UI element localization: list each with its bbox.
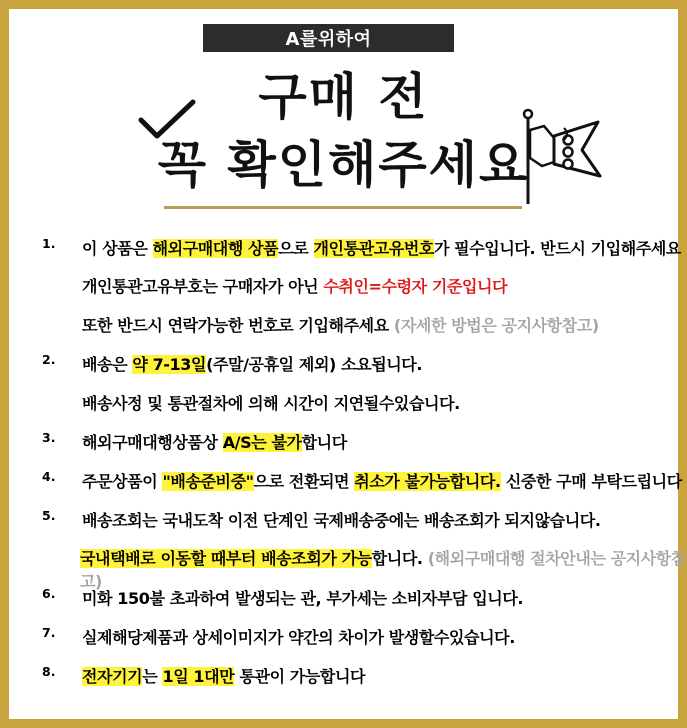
text-segment: 배송사정 및 통관절차에 의해 시간이 지연될수있습니다. xyxy=(82,394,460,413)
text-segment: 이 상품은 xyxy=(82,239,153,258)
item-number: 1. xyxy=(42,236,56,251)
text-segment: 또한 반드시 연락가능한 번호로 기입해주세요 xyxy=(82,316,394,335)
highlighted-text: "배송준비중" xyxy=(162,472,254,491)
notice-line xyxy=(82,469,682,492)
red-emphasis-text: 수취인=수령자 기준입니다 xyxy=(323,277,508,296)
text-segment: 통관이 가능합니다 xyxy=(234,667,366,686)
notice-line xyxy=(82,352,422,375)
gray-note-text: (자세한 방법은 공지사항참고) xyxy=(393,316,599,335)
text-segment: 합니다. xyxy=(371,549,428,568)
text-segment: 배송조회는 국내도착 이전 단계인 국제배송중에는 배송조회가 되지않습니다. xyxy=(82,511,601,530)
text-segment: 실제해당제품과 상세이미지가 약간의 차이가 발생할수있습니다. xyxy=(82,628,515,647)
item-number: 3. xyxy=(42,430,56,445)
highlighted-text: 취소가 불가능합니다. xyxy=(354,472,501,491)
shop-label: A를위하여 xyxy=(203,24,454,52)
highlighted-text: 해외구매대행 상품 xyxy=(152,239,279,258)
highlighted-text: 약 7-13일 xyxy=(132,355,207,374)
title-line-2: 꼭 확인해주세요 xyxy=(157,136,530,194)
highlighted-text: 국내택배로 이동할 때부터 배송조회가 가능 xyxy=(80,549,372,568)
text-segment: 으로 xyxy=(278,239,314,258)
text-segment: 는 xyxy=(142,667,163,686)
text-segment: 주문상품이 xyxy=(82,472,163,491)
title-line-1: 구매 전 xyxy=(258,68,429,126)
notice-line xyxy=(82,391,460,414)
text-segment: 가 필수입니다. 반드시 기입해주세요 xyxy=(433,239,681,258)
item-number: 5. xyxy=(42,508,56,523)
item-number: 7. xyxy=(42,625,56,640)
text-segment: 으로 전환되면 xyxy=(253,472,355,491)
notice-line xyxy=(82,236,681,259)
text-segment: (주말/공휴일 제외) 소요됩니다. xyxy=(206,355,423,374)
notice-line xyxy=(82,313,599,336)
text-segment: 해외구매대행상품상 xyxy=(82,433,223,452)
item-number: 6. xyxy=(42,586,56,601)
text-segment: 배송은 xyxy=(82,355,133,374)
highlighted-text: A/S는 불가 xyxy=(222,433,302,452)
text-segment: 합니다 xyxy=(301,433,347,452)
item-number: 8. xyxy=(42,664,56,679)
item-number: 2. xyxy=(42,352,56,367)
highlighted-text: 개인통관고유번호 xyxy=(313,239,434,258)
text-segment: 신중한 구매 부탁드립니다 xyxy=(500,472,682,491)
text-segment: 미화 150불 초과하여 발생되는 관, 부가세는 소비자부담 입니다. xyxy=(82,589,524,608)
item-number: 4. xyxy=(42,469,56,484)
notice-line xyxy=(82,274,507,297)
text-segment: 개인통관고유부호는 구매자가 아닌 xyxy=(82,277,324,296)
notice-line xyxy=(82,508,601,531)
gray-note-text: (해외구매대행 절차안내는 공지사항참고) xyxy=(80,549,686,591)
notice-line xyxy=(82,586,523,609)
notice-line xyxy=(82,664,365,687)
notice-line xyxy=(82,625,515,648)
highlighted-text: 1일 1대만 xyxy=(162,667,235,686)
notice-line xyxy=(82,430,347,453)
highlighted-text: 전자기기 xyxy=(82,667,143,686)
